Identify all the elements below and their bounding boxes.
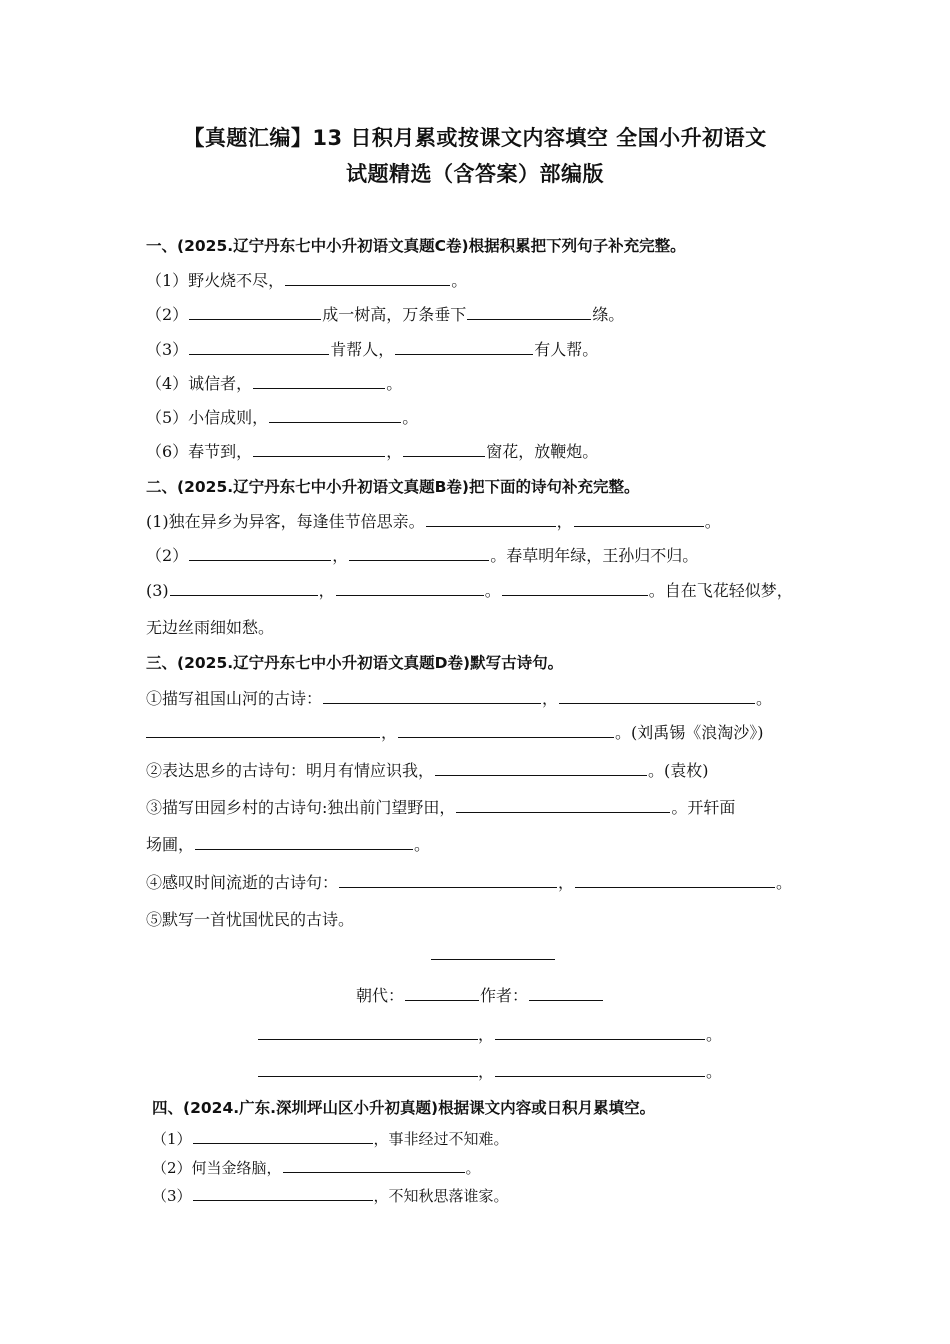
s3-q1b-end: 。(刘禹锡《浪淘沙》) bbox=[615, 723, 764, 742]
s3-question-1-continued bbox=[146, 722, 764, 744]
section-3-heading: 三、(2025.辽宁丹东七中小升初语文真题D卷)默写古诗句。 bbox=[146, 654, 564, 672]
answer-blank[interactable] bbox=[339, 872, 557, 888]
answer-blank[interactable] bbox=[258, 1061, 478, 1077]
s3-q3b-text: 场圃， bbox=[146, 835, 195, 854]
s1-q3-text: （3） bbox=[146, 340, 189, 359]
s3-question-5: ⑤默写一首忧国忧民的古诗。 bbox=[146, 910, 355, 929]
s1-q6-mid: ， bbox=[386, 442, 403, 461]
answer-blank[interactable] bbox=[283, 1157, 465, 1173]
answer-blank[interactable] bbox=[575, 872, 775, 888]
s1-question-2 bbox=[146, 304, 624, 326]
s3-q2-text: ②表达思乡的古诗句：明月有情应识我， bbox=[146, 761, 435, 780]
answer-blank[interactable] bbox=[323, 688, 541, 704]
answer-blank[interactable] bbox=[495, 1024, 705, 1040]
poem-dynasty-author-row bbox=[356, 985, 604, 1007]
s1-q2-mid: 成一树高，万条垂下 bbox=[322, 305, 467, 324]
answer-blank[interactable] bbox=[258, 1024, 478, 1040]
s3-q3-end: 。开轩面 bbox=[671, 798, 736, 817]
answer-blank[interactable] bbox=[467, 304, 591, 320]
s2-question-3-continued: 无边丝雨细如愁。 bbox=[146, 618, 275, 637]
dynasty-label: 朝代： bbox=[356, 986, 405, 1005]
section-4-heading: 四、(2024.广东.深圳坪山区小升初真题)根据课文内容或日积月累填空。 bbox=[152, 1099, 656, 1117]
s3-question-3 bbox=[146, 797, 735, 819]
s4-q2-end: 。 bbox=[465, 1159, 481, 1177]
s2-q2-mid: ， bbox=[332, 546, 349, 565]
s3-question-3-continued bbox=[146, 834, 430, 856]
answer-blank[interactable] bbox=[189, 545, 331, 561]
answer-blank[interactable] bbox=[189, 304, 321, 320]
s1-q5-text: （5）小信成则， bbox=[146, 408, 269, 427]
dynasty-blank[interactable] bbox=[405, 985, 479, 1001]
s2-question-2 bbox=[146, 545, 698, 567]
answer-blank[interactable] bbox=[398, 722, 614, 738]
s3-q1b-mid: ， bbox=[381, 723, 398, 742]
s2-question-3 bbox=[146, 580, 793, 602]
author-label: 作者： bbox=[480, 986, 529, 1005]
s3-question-1 bbox=[146, 688, 772, 710]
poem-line-2 bbox=[258, 1061, 722, 1083]
s4-question-3 bbox=[152, 1185, 509, 1207]
author-blank[interactable] bbox=[529, 985, 603, 1001]
answer-blank[interactable] bbox=[502, 580, 648, 596]
s4-q3-end: ，不知秋思落谁家。 bbox=[373, 1187, 509, 1205]
s2-q3-text: (3) bbox=[146, 581, 169, 600]
s2-q2-end: 。春草明年绿，王孙归不归。 bbox=[490, 546, 699, 565]
s3-q1-mid: ， bbox=[542, 689, 559, 708]
s1-question-6 bbox=[146, 441, 598, 463]
section-2-heading: 二、(2025.辽宁丹东七中小升初语文真题B卷)把下面的诗句补充完整。 bbox=[146, 478, 640, 496]
answer-blank[interactable] bbox=[285, 270, 450, 286]
s2-q1-mid: ， bbox=[556, 512, 573, 531]
s2-q2-text: （2） bbox=[146, 546, 189, 565]
poem-line-2-mid: ， bbox=[478, 1062, 495, 1081]
s3-q4-end: 。 bbox=[776, 873, 793, 892]
s1-q6-text: （6）春节到， bbox=[146, 442, 253, 461]
poem-title-blank-row bbox=[431, 944, 555, 966]
s2-q3-end: 。自在飞花轻似梦， bbox=[648, 581, 793, 600]
answer-blank[interactable] bbox=[336, 580, 484, 596]
answer-blank[interactable] bbox=[574, 511, 704, 527]
s2-q1-text: (1)独在异乡为异客，每逢佳节倍思亲。 bbox=[146, 512, 425, 531]
answer-blank[interactable] bbox=[189, 339, 329, 355]
s2-question-1 bbox=[146, 511, 721, 533]
s1-q1-end: 。 bbox=[451, 271, 468, 290]
s1-q1-text: （1）野火烧不尽， bbox=[146, 271, 285, 290]
s3-q4-text: ④感叹时间流逝的古诗句： bbox=[146, 873, 339, 892]
s3-q2-end: 。(袁枚) bbox=[648, 761, 709, 780]
answer-blank[interactable] bbox=[193, 1185, 373, 1201]
s1-q3-mid: 肯帮人， bbox=[330, 340, 395, 359]
s4-q1-text: （1） bbox=[152, 1130, 192, 1148]
s4-question-1 bbox=[152, 1128, 509, 1150]
section-1-heading: 一、(2025.辽宁丹东七中小升初语文真题C卷)根据积累把下列句子补充完整。 bbox=[146, 237, 686, 255]
answer-blank[interactable] bbox=[253, 441, 385, 457]
s3-q4-mid: ， bbox=[558, 873, 575, 892]
answer-blank[interactable] bbox=[170, 580, 318, 596]
s3-q3b-end: 。 bbox=[414, 835, 431, 854]
s1-q2-end: 绦。 bbox=[592, 305, 625, 324]
answer-blank[interactable] bbox=[403, 441, 485, 457]
poem-line-1-end: 。 bbox=[706, 1025, 723, 1044]
answer-blank[interactable] bbox=[426, 511, 556, 527]
poem-line-2-end: 。 bbox=[706, 1062, 723, 1081]
s1-q4-end: 。 bbox=[386, 374, 403, 393]
s4-q2-text: （2）何当金络脑， bbox=[152, 1159, 282, 1177]
answer-blank[interactable] bbox=[559, 688, 755, 704]
s4-q3-text: （3） bbox=[152, 1187, 192, 1205]
poem-line-1-mid: ， bbox=[478, 1025, 495, 1044]
s3-q3-text: ③描写田园乡村的古诗句:独出前门望野田， bbox=[146, 798, 456, 817]
s1-q2-text: （2） bbox=[146, 305, 189, 324]
answer-blank[interactable] bbox=[146, 722, 380, 738]
s1-q5-end: 。 bbox=[402, 408, 419, 427]
s1-question-5 bbox=[146, 407, 418, 429]
s1-question-3 bbox=[146, 339, 598, 361]
s1-q6-end: 窗花，放鞭炮。 bbox=[486, 442, 599, 461]
poem-line-1 bbox=[258, 1024, 722, 1046]
s3-q1-text: ①描写祖国山河的古诗： bbox=[146, 689, 323, 708]
s3-question-4 bbox=[146, 872, 792, 894]
answer-blank[interactable] bbox=[495, 1061, 705, 1077]
answer-blank[interactable] bbox=[269, 407, 401, 423]
s3-question-2 bbox=[146, 760, 709, 782]
s1-question-1 bbox=[146, 270, 467, 292]
s1-q3-end: 有人帮。 bbox=[534, 340, 599, 359]
s1-question-4 bbox=[146, 373, 402, 395]
answer-blank[interactable] bbox=[195, 834, 413, 850]
s2-q1-end: 。 bbox=[704, 512, 721, 531]
answer-blank[interactable] bbox=[435, 760, 647, 776]
s4-q1-end: ，事非经过不知难。 bbox=[373, 1130, 509, 1148]
answer-blank[interactable] bbox=[456, 797, 670, 813]
answer-blank[interactable] bbox=[349, 545, 489, 561]
s4-question-2 bbox=[152, 1157, 481, 1179]
s1-q4-text: （4）诚信者， bbox=[146, 374, 253, 393]
s3-q1-end: 。 bbox=[756, 689, 773, 708]
answer-blank[interactable] bbox=[193, 1128, 373, 1144]
s2-q3-mid2: 。 bbox=[484, 581, 501, 600]
answer-blank[interactable] bbox=[395, 339, 533, 355]
answer-blank[interactable] bbox=[253, 373, 385, 389]
document-title-line-2: 试题精选（含答案）部编版 bbox=[346, 162, 604, 186]
s2-q3-mid1: ， bbox=[318, 581, 335, 600]
document-title-line-1: 【真题汇编】13 日积月累或按课文内容填空 全国小升初语文 bbox=[183, 126, 767, 150]
poem-title-blank[interactable] bbox=[431, 944, 555, 960]
